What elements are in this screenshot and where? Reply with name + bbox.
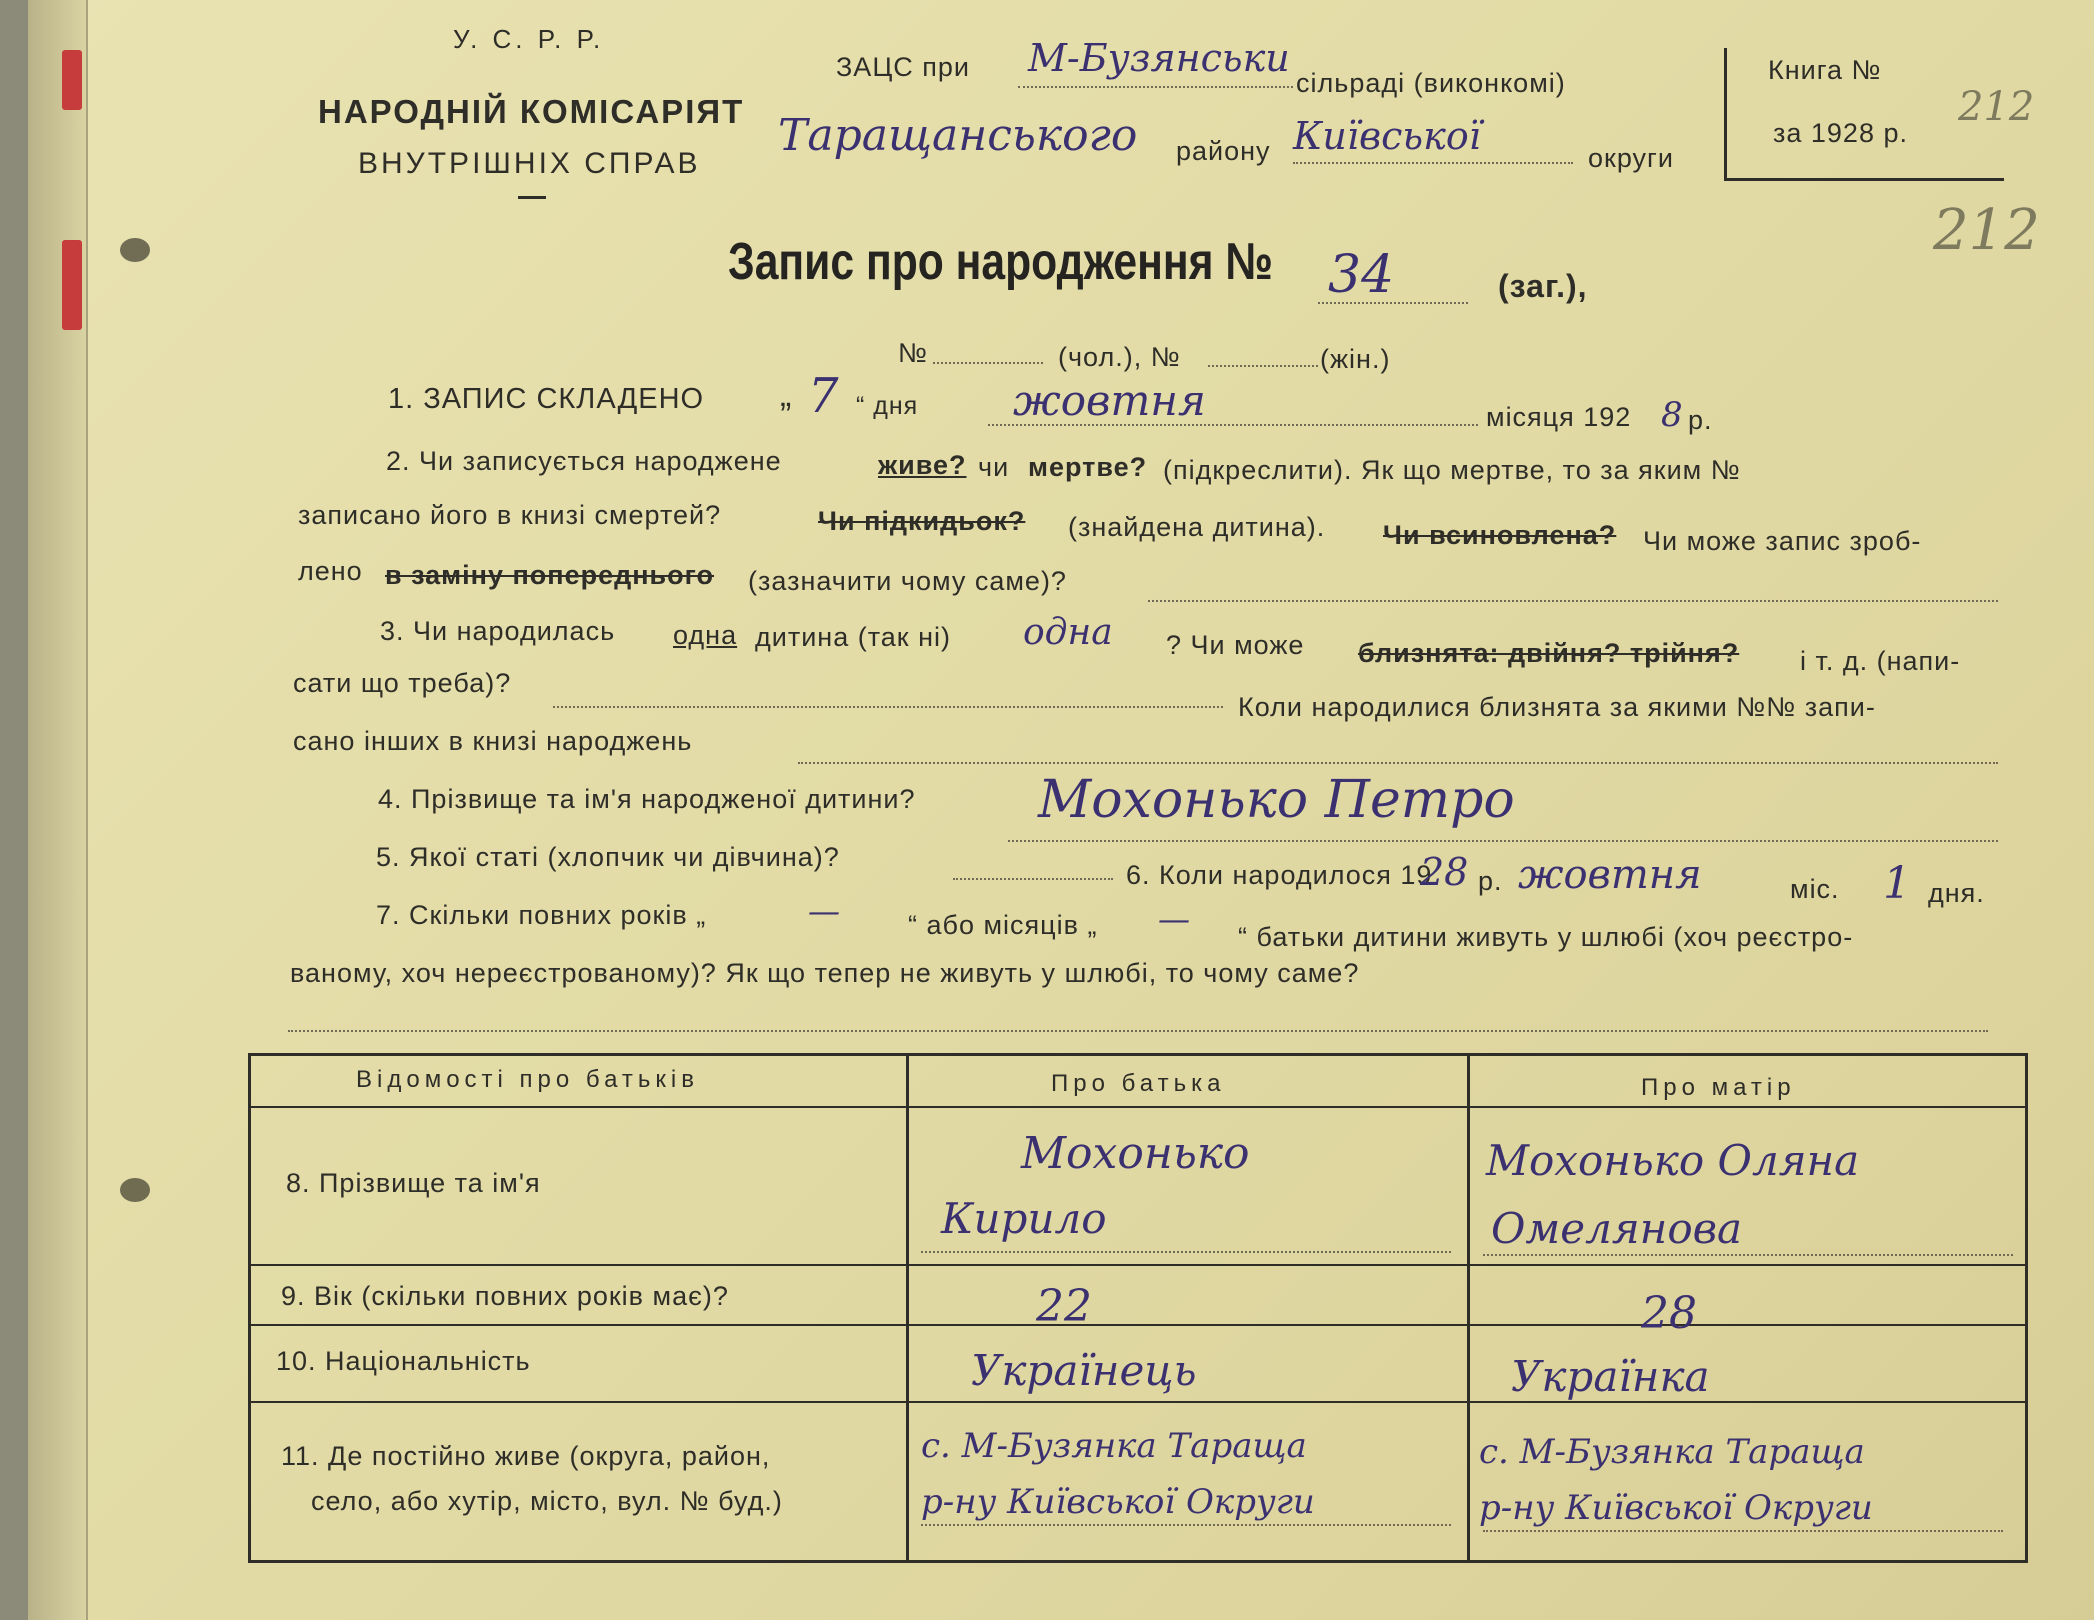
item6-r: р. <box>1478 866 1503 896</box>
sub-female-label: (жін.) <box>1320 344 1391 374</box>
table-col-divider <box>906 1056 909 1560</box>
table-row-label: село, або хутір, місто, вул. № буд.) <box>311 1486 783 1516</box>
fill-line <box>988 424 1478 426</box>
fill-line <box>921 1524 1451 1526</box>
father-residence-line2-handwritten: р-ну Київської Округи <box>921 1482 1315 1522</box>
fill-line <box>933 362 1043 364</box>
divider <box>518 196 546 199</box>
mother-residence-line2-handwritten: р-ну Київської Округи <box>1479 1488 1873 1528</box>
zags-suffix: сільраді (виконкомі) <box>1296 68 1566 98</box>
item3-text: дитина (так ні) <box>755 622 951 652</box>
fill-line <box>1318 302 1468 304</box>
commissariat-line2: ВНУТРІШНІХ СПРАВ <box>358 147 701 180</box>
ussr-label: У. С. Р. Р. <box>453 24 605 54</box>
sub-number-label: № <box>898 338 928 368</box>
binding-strip <box>28 0 88 1620</box>
father-age-handwritten: 22 <box>1036 1281 1092 1332</box>
item3-text: сати що треба)? <box>293 668 512 698</box>
fill-line <box>1208 365 1318 367</box>
book-year: за 1928 р. <box>1773 118 1908 148</box>
table-row-label: 9. Вік (скільки повних років має)? <box>281 1281 729 1311</box>
record-number-handwritten: 34 <box>1328 245 1395 305</box>
sub-male-label: (чол.), № <box>1058 342 1181 372</box>
item2-alive-underlined: живе? <box>878 450 967 480</box>
table-row-divider <box>251 1264 2025 1266</box>
item7-months-handwritten: — <box>1158 900 1190 938</box>
fill-line <box>1008 840 1998 842</box>
okruha-label: округи <box>1588 143 1674 173</box>
item3-one-underlined: одна <box>673 620 738 650</box>
zags-village-handwritten: М-Бузянськи <box>1028 36 1290 80</box>
document-page <box>28 0 2094 1620</box>
item1-quote-open: „ <box>780 376 793 414</box>
item2-text: (знайдена дитина). <box>1068 512 1326 542</box>
item5-label: 5. Якої статі (хлопчик чи дівчина)? <box>376 842 840 872</box>
item7-years-handwritten: — <box>808 892 840 930</box>
table-row-divider <box>251 1324 2025 1326</box>
mother-residence-line1-handwritten: с. М-Бузянка Тараща <box>1479 1432 1865 1472</box>
item1-year-handwritten: 8 <box>1661 395 1683 435</box>
table-row-label: 10. Національність <box>276 1346 531 1376</box>
item1-label: 1. ЗАПИС СКЛАДЕНО <box>388 383 705 415</box>
item6-year-handwritten: 28 <box>1420 850 1469 894</box>
fill-line <box>1148 600 1998 602</box>
punch-hole <box>120 238 150 262</box>
mother-age-handwritten: 28 <box>1641 1288 1697 1339</box>
district-label: району <box>1176 136 1271 166</box>
father-nationality-handwritten: Українець <box>971 1346 1197 1395</box>
item2-text: чи <box>978 452 1010 482</box>
item2-text: 2. Чи записується народжене <box>386 446 782 476</box>
item7-text: “ або місяців „ <box>908 910 1098 940</box>
table-header-father: Про батька <box>1051 1070 1226 1097</box>
punch-hole <box>120 1178 150 1202</box>
item7-text: “ батьки дитини живуть у шлюбі (хоч реєстро- <box>1238 922 1854 952</box>
item1-month-handwritten: жовтня <box>1013 376 1206 425</box>
item3-text: і т. д. (напи- <box>1800 646 1961 676</box>
book-number-handwritten: 212 <box>1958 84 2035 130</box>
item1-day-label: “ дня <box>856 392 919 420</box>
mother-surname-name-handwritten: Мохонько Оляна <box>1486 1136 1860 1185</box>
fill-line <box>1018 86 1293 88</box>
item2-replace-struck: в заміну попереднього <box>385 560 715 590</box>
item2-text: лено <box>298 556 363 586</box>
red-tab-mark <box>62 50 82 110</box>
table-row-label: 11. Де постійно живе (округа, район, <box>281 1441 771 1471</box>
red-tab-mark <box>62 240 82 330</box>
zags-prefix: ЗАЦС при <box>836 52 971 82</box>
item1-month-label: місяця 192 <box>1486 402 1632 432</box>
item2-text: записано його в книзі смертей? <box>298 500 722 530</box>
item3-one-handwritten: одна <box>1023 612 1113 653</box>
table-header-mother: Про матір <box>1641 1074 1796 1101</box>
item3-text: сано інших в книзі народжень <box>293 726 693 756</box>
item2-text: (підкреслити). Як що мертве, то за яким № <box>1163 455 1741 485</box>
item3-text: ? Чи може <box>1166 630 1305 660</box>
item4-label: 4. Прізвище та ім'я народженої дитини? <box>378 784 916 814</box>
item2-foundling-struck: Чи підкидьок? <box>818 506 1026 536</box>
fill-line <box>1483 1530 2003 1532</box>
fill-line <box>1293 162 1573 164</box>
table-row-divider <box>251 1401 2025 1403</box>
book-box-border <box>1724 178 2004 181</box>
item3-text: 3. Чи народилась <box>380 616 616 646</box>
item2-text: Чи може запис зроб- <box>1643 526 1922 556</box>
item4-child-name-handwritten: Мохонько Петро <box>1038 770 1515 830</box>
item6-dnya: дня. <box>1928 878 1985 908</box>
parents-table <box>248 1053 2028 1563</box>
item1-day-handwritten: 7 <box>808 368 839 424</box>
book-label: Книга № <box>1768 55 1882 85</box>
commissariat-line1: НАРОДНІЙ КОМІСАРІЯТ <box>318 93 745 130</box>
table-col-divider <box>1467 1056 1470 1560</box>
page-number-handwritten: 212 <box>1933 198 2040 263</box>
table-header-info: Відомості про батьків <box>356 1066 699 1093</box>
item6-label: 6. Коли народилося 19 <box>1126 860 1433 890</box>
item2-dead: мертве? <box>1028 452 1148 482</box>
item6-day-handwritten: 1 <box>1883 858 1911 909</box>
item7-text: 7. Скільки повних років „ <box>376 900 707 930</box>
mother-nationality-handwritten: Українка <box>1511 1352 1710 1401</box>
mother-patronymic-handwritten: Омелянова <box>1491 1204 1743 1253</box>
district-handwritten: Таращанського <box>778 110 1138 161</box>
fill-line <box>798 762 1998 764</box>
okruha-handwritten: Київської <box>1293 114 1481 158</box>
item6-mis: міс. <box>1790 874 1840 904</box>
father-name-handwritten: Кирило <box>941 1194 1107 1243</box>
father-surname-handwritten: Мохонько <box>1021 1128 1250 1179</box>
fill-line <box>921 1251 1451 1253</box>
book-box-border <box>1724 48 1727 178</box>
item6-month-handwritten: жовтня <box>1518 852 1702 898</box>
record-title-suffix: (заг.), <box>1498 268 1588 304</box>
item7-text: ваному, хоч нереєстрованому)? Як що тепер не живуть у шлюбі, то чому саме? <box>290 958 1360 988</box>
item2-adopted-struck: Чи всиновлена? <box>1383 520 1617 550</box>
item1-year-suffix: р. <box>1688 405 1713 435</box>
father-residence-line1-handwritten: с. М-Бузянка Тараща <box>921 1426 1307 1466</box>
table-row-label: 8. Прізвище та ім'я <box>286 1168 541 1198</box>
fill-line <box>553 706 1223 708</box>
table-row-divider <box>251 1106 2025 1108</box>
fill-line <box>953 878 1113 880</box>
item2-text: (зазначити чому саме)? <box>748 566 1067 596</box>
item3-twins-struck: близнята: двійня? трійня? <box>1358 638 1740 668</box>
record-title: Запис про народження № <box>728 233 1273 291</box>
item3-text: Коли народилися близнята за якими №№ запи- <box>1238 692 1876 722</box>
fill-line <box>288 1030 1988 1032</box>
fill-line <box>1483 1254 2013 1256</box>
